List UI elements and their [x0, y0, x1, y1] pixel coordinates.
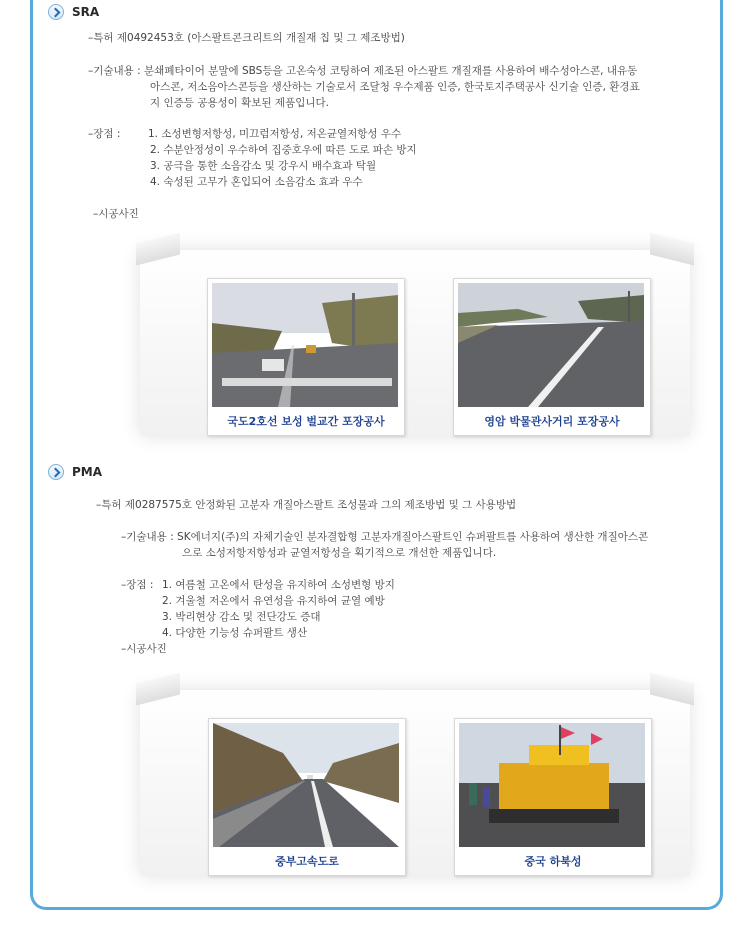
sra-tech-line1: –기술내용 : 분쇄폐타이어 분말에 SBS등을 고온숙성 코팅하여 제조된 아스팔트 개질재를 사용하여 배수성아스콘, 내유동 [88, 65, 638, 77]
pma-patent: –특허 제0287575호 안정화된 고분자 개질아스팔트 조성물과 그의 제조방법 및 그 사용방법 [96, 499, 517, 511]
pma-tech-line1: –기술내용 : SK에너지(주)의 자체기술인 분자결합형 고분자개질아스팔트인 슈퍼팔트를 사용하여 생산한 개질아스콘 [121, 531, 649, 543]
sra-merit-1: 1. 소성변형저항성, 미끄럼저항성, 저온균열저항성 우수 [148, 128, 402, 140]
sra-photo-gallery [140, 250, 690, 436]
pma-caption-1: 중부고속도로 [275, 855, 339, 868]
sra-section-title [48, 4, 99, 20]
sra-merits-label: –장점 : [88, 128, 121, 140]
pma-photo-gallery [140, 690, 690, 876]
sra-photos-label: –시공사진 [93, 208, 139, 220]
sra-photo-card-2[interactable] [453, 278, 651, 436]
sra-title-text: SRA [72, 5, 100, 19]
pma-tech-line2: 으로 소성저항저항성과 균열저항성을 획기적으로 개선한 제품입니다. [182, 547, 497, 559]
pma-caption-2: 중국 하북성 [524, 855, 582, 868]
sra-tech-line3: 지 인증등 공용성이 확보된 제품입니다. [150, 97, 329, 109]
pma-section-title [48, 464, 102, 480]
pma-title-text: PMA [72, 465, 103, 479]
sra-tech-line2: 아스콘, 저소음아스콘등을 생산하는 기술로서 조달청 우수제품 인증, 한국토지주택공사 신기술 인증, 환경표 [150, 81, 640, 93]
pma-merit-2: 2. 겨울철 저온에서 유연성을 유지하여 균열 예방 [162, 595, 385, 607]
pma-merit-1: 1. 여름철 고온에서 탄성을 유지하여 소성변형 방지 [162, 579, 395, 591]
road-photo-1 [212, 283, 398, 407]
sra-merit-4: 4. 숙성된 고무가 혼입되어 소음감소 효과 우수 [150, 176, 363, 188]
highway-photo [213, 723, 399, 847]
sra-merit-3: 3. 공극을 통한 소음감소 및 강우시 배수효과 탁월 [150, 160, 377, 172]
sra-caption-2: 영암 박물관사거리 포장공사 [484, 415, 620, 428]
pma-photo-card-2[interactable] [454, 718, 652, 876]
road-photo-2 [458, 283, 644, 407]
sra-caption-1: 국도2호선 보성 벌교간 포장공사 [227, 415, 385, 428]
sra-patent: –특허 제0492453호 (아스팔트콘크리트의 개질재 칩 및 그 제조방법) [88, 32, 405, 44]
pma-merit-3: 3. 박리현상 감소 및 전단강도 증대 [162, 611, 321, 623]
pma-photo-card-1[interactable] [208, 718, 406, 876]
sra-merit-2: 2. 수분안정성이 우수하여 집중호우에 따른 도로 파손 방지 [150, 144, 417, 156]
paver-photo [459, 723, 645, 847]
chevron-right-icon [48, 4, 64, 20]
sra-photo-card-1[interactable] [207, 278, 405, 436]
chevron-right-icon [48, 464, 64, 480]
pma-merit-4: 4. 다양한 기능성 슈퍼팔트 생산 [162, 627, 308, 639]
pma-merits-label: –장점 : [121, 579, 154, 591]
pma-photos-label: –시공사진 [121, 643, 167, 655]
